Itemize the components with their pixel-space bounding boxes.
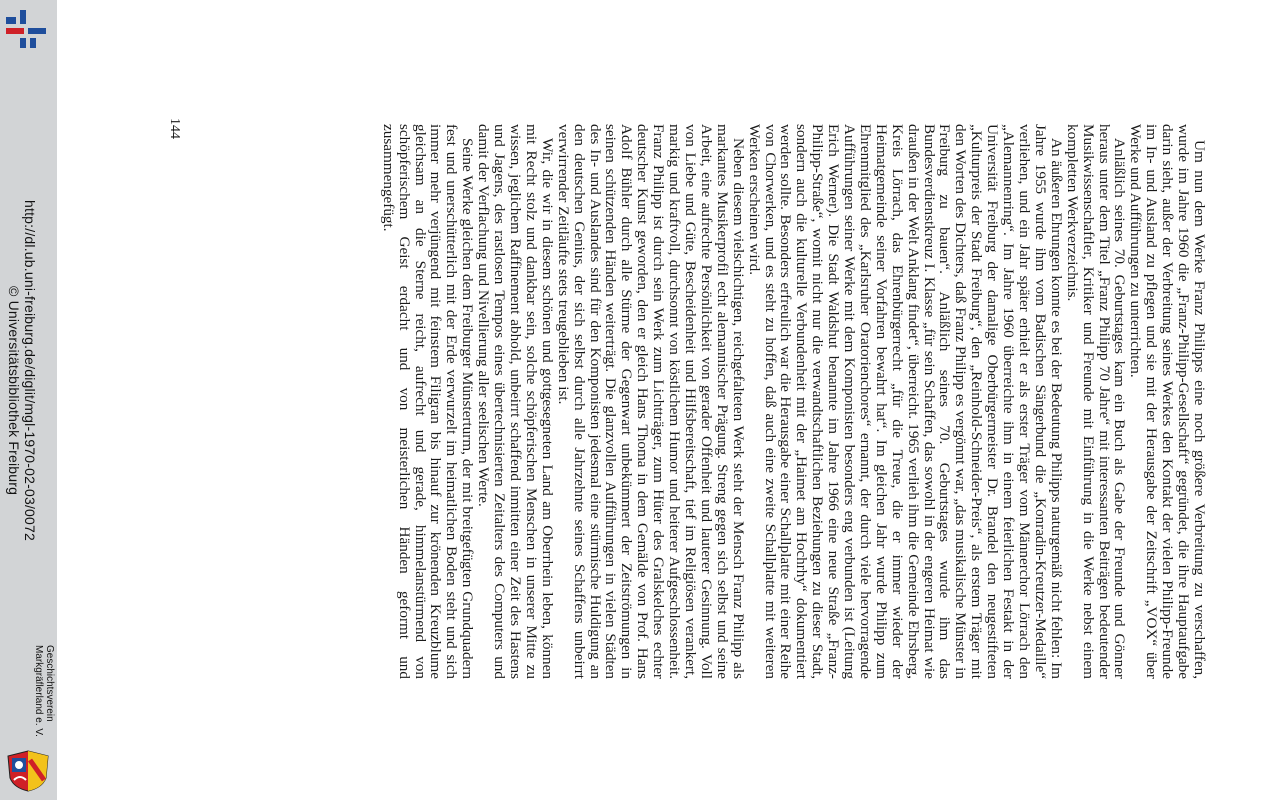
- paragraph: Anläßlich seines 70. Geburtstages kam ein Buch als Gabe der Freunde und Gönner heraus unter dem Titel „Franz Philipp 70 Jahre“ mit interessanten Beiträgen bedeutender Musikwissenschaftler, Kritiker und Freunde mit Einführung in die Werke nebst einem kompletten Werkverzeichnis.: [1063, 124, 1129, 679]
- paragraph: Neben diesem vielschichtigen, reichgefalteten Werk steht der Mensch Franz Philipp als markantes Musikerprofil echt alemannischer Prägung. Streng gegen sich selbst und seine Arbeit, eine aufrechte Persönlichkeit von gerader Offenheit und lauterer Gesinnung. Voll von Liebe und Güte, Bescheidenheit und Hilfsbereitschaft, tief im Religiösen verankert, markig und kraftvoll, durchsonnt von köstlichem Humor und heiterer Aufgeschlossenheit. Franz Philipp ist durch sein Werk zum Lichtträger, zum Hüter des Gralskelches echter deutscher Kunst geworden, den er gleich Hans Thoma in dem Gemälde von Prof. Hans Adolf Bühler durch alle Stürme der Gegenwart unbekümmert der Zeitströmungen in seinen schützenden Händen weiterträgt. Die glanzvollen Aufführungen in vielen Städten des In- und Auslandes sind für den Komponisten jedesmal eine stürmische Huldigung an den deutschen Genius, der sich selbst durch alle Jahrzehnte seines Schaffens unbeirrt verwirrender Zeitläufte stets treugeblieben ist.: [554, 124, 747, 679]
- ub-freiburg-logo-icon[interactable]: [4, 8, 48, 50]
- page-number: 144: [167, 118, 182, 139]
- rotated-page-content: [152, 88, 1237, 713]
- permalink-url[interactable]: http://dl.ub.uni-freiburg.de/diglit/mgl-1970-02-03/0072: [22, 200, 38, 541]
- sidebar: [0, 0, 57, 800]
- coat-of-arms-icon[interactable]: [6, 750, 50, 792]
- paragraph: Wir, die wir in diesem schönen und gottgesegneten Land am Oberrhein leben, können mit Recht stolz und dankbar sein, solche schöpferischen Menschen in unserer Mitte zu wissen, jeglichem Raffinement abhold, unbeirrt schaffend inmitten einer Zeit des Hastens und Jagens, des rastlosen Tempos eines übertechnisierten Zeitalters des Computers und damit der Verflachung und Nivellierung aller seelischen Werte.: [475, 124, 556, 679]
- paragraph: Seine Werke gleichen dem Freiburger Münsterturm, der mit breitgefügten Grundquadern fest und unerschütterlich mit der Erde verwurzelt im heimatlichen Boden steht und sich immer mehr verjüngend mit feinstem Filigran bis hinauf zur krönenden Kreuzblume gleichsam an die Sterne reicht, aufrecht und gerade, himmelanstürmend von schöpferischem Geist erdacht und von meisterlichen Händen geformt und zusammengefügt.: [379, 124, 477, 679]
- society-name-line1: Geschichtsverein: [44, 645, 55, 722]
- copyright-notice: © Universitätsbibliothek Freiburg: [6, 286, 22, 496]
- page-body-text: [380, 124, 1207, 679]
- paragraph: An äußeren Ehrungen konnte es bei der Bedeutung Philipps naturgemäß nicht fehlen: Im Jahre 1955 wurde ihm vom Badischen Sängerbund die „Konradin-Kreutzer-Medaille“ verliehen, und ein Jahr später erhielt er als erster Träger vom Männerchor Lörrach den „Alemannenring“. Im Jahre 1960 überreichte ihm in einem feierlichen Festakt in der Universität Freiburg der damalige Oberbürgermeister Dr. Brandel den neugestifteten „Kulturpreis der Stadt Freiburg“, den „Reinhold-Schneider-Preis“, als erstem Träger mit den Worten des Dichters, daß Franz Philipp es vergönnt war, „das musikalische Münster in Freiburg zu bauen“. Anläßlich seines 70. Geburtstages wurde ihm das Bundesverdienstkreuz I. Klasse „für sein Schaffen, das sowohl in der engeren Heimat wie draußen in der Welt Anklang findet“, überreicht. 1965 verlieh ihm die Gemeinde Ehrsberg, Kreis Lörrach, das Ehrenbürgerrecht „für die Treue, die er immer wieder der Heimatgemeinde seiner Vorfahren bewahrt hat“. Im gleichen Jahr wurde Philipp zum Ehrenmitglied des „Karlsruher Oratorienchores“ ernannt, der durch viele hervorragende Aufführungen seiner Werke mit dem Komponisten besonders eng verbunden ist (Leitung Erich Werner). Die Stadt Waldshut benannte im Jahre 1966 eine neue Straße „Franz-Philipp-Straße“, womit nicht nur die verwandtschaftlichen Beziehungen zu dieser Stadt, sondern auch die kulturelle Verbundenheit mit der „Haimet am Hochrhy“ dokumentiert werden sollte. Besonders erfreulich war die Herausgabe einer Schallplatte mit einer Reihe von Chorwerken, und es steht zu hoffen, daß auch eine zweite Schallplatte mit weiteren Werken erscheinen wird.: [745, 124, 1065, 679]
- society-name-line2: Markgräflerland e. V.: [33, 645, 44, 737]
- paragraph: Um nun dem Werke Franz Philipps eine noch größere Verbreitung zu verschaffen, wurde im Jahre 1960 die „Franz-Philipp-Gesellschaft“ gegründet, die ihre Hauptaufgabe darin sieht, außer der Verbreitung seines Werkes den Kontakt der vielen Philipp-Freunde im In- und Ausland zu pflegen und sie mit der Herausgabe der Zeitschrift „VOX“ über Werke und Aufführungen zu unterrichten.: [1127, 124, 1208, 679]
- scanned-page: [152, 88, 1237, 713]
